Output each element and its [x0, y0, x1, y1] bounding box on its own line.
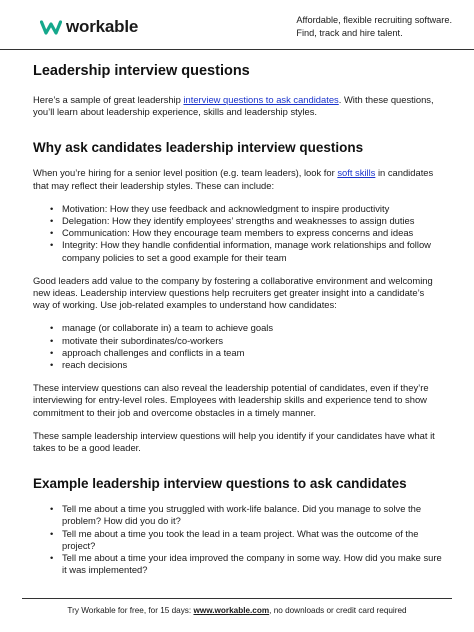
- intro-paragraph: [33, 94, 443, 118]
- section-heading-examples: Example leadership interview questions to ask candidates: [33, 476, 407, 492]
- potential-paragraph: These interview questions can also reveal the leadership potential of candidates, even if they’re interviewing for entry-level roles. Employees with leadership skills and experience tend to show commitment to their job and overcome obstacles in a timely manner.: [33, 382, 429, 418]
- soft-skills-list: [33, 203, 443, 264]
- section-heading-why: Why ask candidates leadership interview questions: [33, 140, 364, 156]
- interview-questions-list: [33, 503, 443, 576]
- workable-logo[interactable]: [40, 17, 138, 37]
- header-tagline: [296, 14, 452, 39]
- intro-text-before: Here’s a sample of great leadership: [33, 94, 184, 105]
- soft-skills-link[interactable]: soft skills: [337, 167, 376, 179]
- soft-skills-text-before: When you’re hiring for a senior level position (e.g. team leaders), look for: [33, 167, 338, 179]
- page-title: Leadership interview questions: [33, 63, 250, 79]
- soft-skills-text-after: in candidates that may reflect their leadership styles. These can include:: [33, 167, 434, 191]
- footer-text-after: , no downloads or credit card required: [269, 606, 407, 615]
- list-item: • Tell me about a time you struggled with work-life balance. Did you manage to solve the problem? How did you do it?: [33, 503, 443, 527]
- workable-w-icon: [40, 20, 62, 35]
- list-item: • Tell me about a time you took the lead in a team project. What was the outcome of the project?: [33, 528, 443, 552]
- footer-divider: [22, 598, 452, 599]
- sample-questions-paragraph: These sample leadership interview questions will help you identify if your candidates have what it takes to be a good leader.: [33, 429, 435, 454]
- header-divider: [0, 49, 474, 50]
- list-item: • Tell me about a time your idea improved the company in some way. How did you make sure it was implemented?: [33, 552, 443, 576]
- list-item: • approach challenges and conflicts in a team: [33, 347, 443, 359]
- list-item: • Integrity: How they handle confidential information, manage work relationships and follow company policies to set a good example for their team: [33, 239, 443, 263]
- list-item: • Delegation: How they identify employees’ strengths and weaknesses to assign duties: [33, 215, 443, 227]
- list-item: • manage (or collaborate in) a team to achieve goals: [33, 322, 443, 334]
- intro-text-after: . With these questions, you’ll learn about leadership experience, skills and leadership styles.: [33, 94, 434, 118]
- good-leaders-paragraph: Good leaders add value to the company by fostering a collaborative environment and welcoming new ideas. Leadership interview questions help recruiters get greater insight into a candidate’s way of working. Use job-related examples to understand how candidates:: [33, 274, 433, 311]
- tagline-line-2: Find, track and hire talent.: [296, 27, 403, 38]
- document-body: [33, 62, 443, 587]
- list-item: • Motivation: How they use feedback and acknowledgment to inspire productivity: [33, 203, 443, 215]
- list-item: • motivate their subordinates/co-workers: [33, 335, 443, 347]
- logo-text: workable: [66, 17, 139, 36]
- candidate-abilities-list: [33, 322, 443, 371]
- list-item: • reach decisions: [33, 359, 443, 371]
- footer-link[interactable]: www.workable.com: [193, 606, 270, 615]
- list-item: • Communication: How they encourage team members to express concerns and ideas: [33, 227, 443, 239]
- page-header: [0, 0, 474, 50]
- footer-text-before: Try Workable for free, for 15 days:: [67, 606, 194, 615]
- intro-link[interactable]: interview questions to ask candidates: [183, 94, 339, 105]
- soft-skills-paragraph: [33, 167, 443, 191]
- tagline-line-1: Affordable, flexible recruiting software.: [296, 15, 452, 25]
- page-footer: [0, 606, 474, 615]
